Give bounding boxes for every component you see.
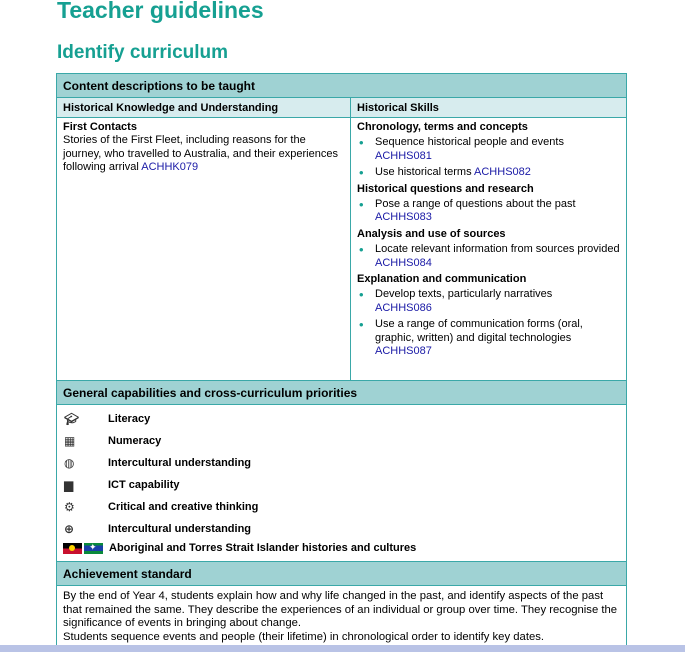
skill-section-heading: Analysis and use of sources xyxy=(357,227,506,240)
skills-column-header: Historical Skills xyxy=(357,102,439,114)
curriculum-code-link[interactable]: ACHHS081 xyxy=(375,149,432,162)
content-descriptions-heading: Content descriptions to be taught xyxy=(57,74,626,98)
skill-item: • Use historical terms ACHHS082 xyxy=(357,166,620,179)
curriculum-table xyxy=(56,73,627,649)
content-row xyxy=(57,118,626,381)
knowledge-heading: First Contacts xyxy=(63,121,137,133)
capability-item: ▦ Numeracy xyxy=(64,434,162,448)
section-title: Identify curriculum xyxy=(57,42,229,63)
capability-item: ▆ ICT capability xyxy=(64,478,180,492)
capability-item: ◍ Intercultural understanding xyxy=(64,456,252,470)
curriculum-code-link[interactable]: ACHHS082 xyxy=(474,166,531,179)
skill-item: • Locate relevant information from sources provided ACHHS084 xyxy=(357,243,620,270)
capability-item: 🎓︎ Literacy xyxy=(64,412,151,426)
capability-item: ⚙ Critical and creative thinking xyxy=(64,500,259,514)
capabilities-heading: General capabilities and cross-curriculum priorities xyxy=(57,381,626,405)
curriculum-code-link[interactable]: ACHHS087 xyxy=(375,345,432,358)
curriculum-code-link[interactable]: ACHHS086 xyxy=(375,301,432,314)
skill-item: • Use a range of communication forms (oral, graphic, written) and digital technologies ACHHS087 xyxy=(357,318,620,358)
knowledge-column-header: Historical Knowledge and Understanding xyxy=(57,98,351,117)
knowledge-description: Stories of the First Fleet, including reasons for the journey, who travelled to Australia, and their experiences following arrival ACHHK079 xyxy=(63,134,338,174)
skill-section xyxy=(357,273,620,358)
curriculum-code-link[interactable]: ACHHK079 xyxy=(141,161,199,174)
priority-item: ✦ Aboriginal and Torres Strait Islander histories and cultures xyxy=(63,540,620,556)
column-headers xyxy=(57,98,626,118)
skill-section xyxy=(357,183,620,225)
skill-section-heading: Explanation and communication xyxy=(357,273,527,286)
achievement-standard-text: By the end of Year 4, students explain how and why life changed in the past, and identify aspects of the past that remained the same. They describe the experiences of an individual or group over time. They recognise the significance of events in bringing about change. Students sequence events and people (their lifetime) in chronological order to identify key dates. xyxy=(63,590,618,643)
skill-section xyxy=(357,121,620,180)
calculator-icon: ▦ xyxy=(64,434,76,448)
computer-icon: ▆ xyxy=(64,478,74,492)
skill-section-heading: Historical questions and research xyxy=(357,182,534,195)
curriculum-code-link[interactable]: ACHHS084 xyxy=(375,256,432,269)
globe-icon: ◍ xyxy=(64,456,75,470)
capabilities-list xyxy=(57,405,626,562)
aboriginal-flag-icon xyxy=(63,543,82,554)
achievement-standard-heading: Achievement standard xyxy=(57,562,626,586)
knowledge-cell xyxy=(57,118,351,380)
skill-item: • Pose a range of questions about the past ACHHS083 xyxy=(357,198,620,225)
graduation-cap-icon: 🎓︎ xyxy=(64,412,80,426)
page-title: Teacher guidelines xyxy=(57,0,264,23)
torres-strait-flag-icon xyxy=(84,543,103,554)
skill-section-heading: Chronology, terms and concepts xyxy=(357,121,528,133)
skill-item: • Sequence historical people and events ACHHS081 xyxy=(357,136,620,163)
gears-icon: ⚙ xyxy=(64,500,75,514)
page-bottom-edge xyxy=(0,645,685,652)
curriculum-code-link[interactable]: ACHHS083 xyxy=(375,211,432,224)
globe-icon: ⊕ xyxy=(64,522,75,536)
skills-cell xyxy=(351,118,626,380)
skill-item: • Develop texts, particularly narratives ACHHS086 xyxy=(357,288,620,315)
capability-item: ⊕ Intercultural understanding xyxy=(64,522,252,536)
skill-section xyxy=(357,228,620,270)
